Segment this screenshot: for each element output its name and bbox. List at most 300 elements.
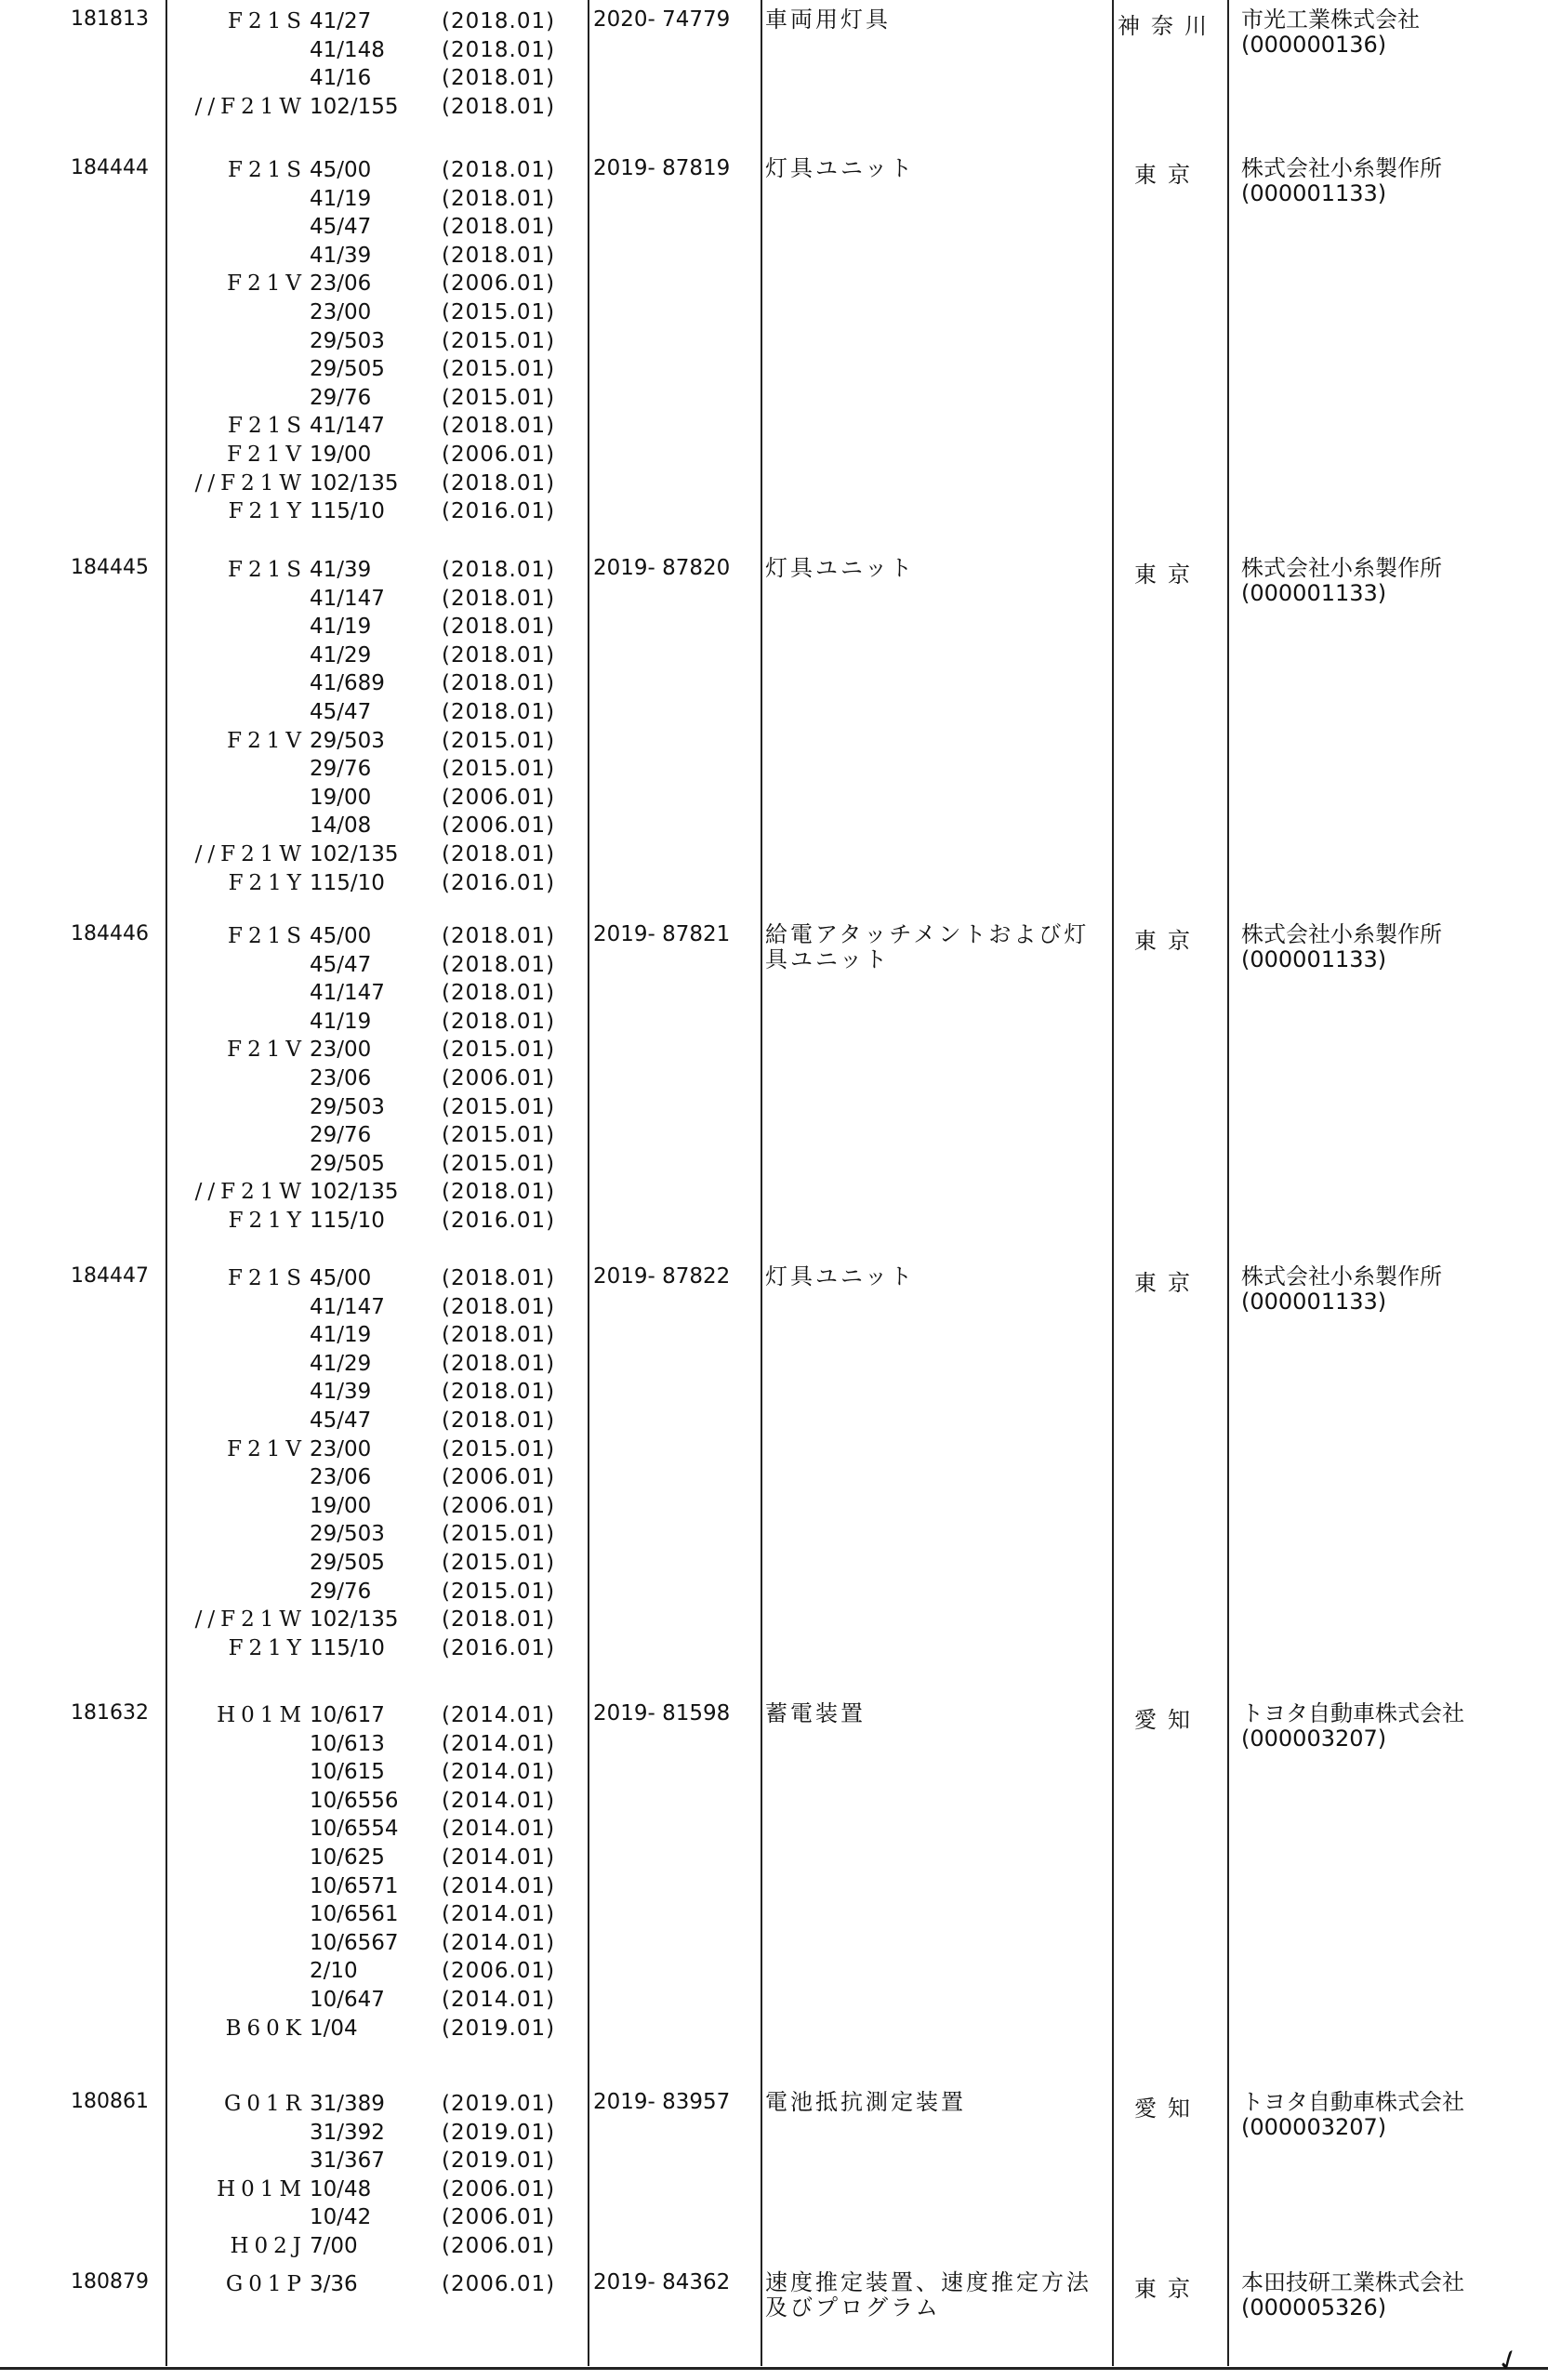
fi-classification-row <box>153 497 618 526</box>
fi-classification-row <box>153 36 618 65</box>
applicant-prefecture: 東京 <box>1134 1270 1201 1296</box>
fi-classification-row <box>153 1036 618 1064</box>
fi-edition: (2006.01) <box>442 442 556 467</box>
fi-edition: (2018.01) <box>442 1180 556 1205</box>
fi-classification-row <box>153 1008 618 1037</box>
fi-group-code: 1/04 <box>310 2016 358 2041</box>
fi-classification-row <box>153 1701 618 1730</box>
fi-classification-row <box>153 441 618 469</box>
fi-classification-row <box>153 1321 618 1350</box>
fi-edition: (2018.01) <box>442 215 556 240</box>
fi-edition: (2018.01) <box>442 586 556 611</box>
fi-group-code: 102/135 <box>310 1180 399 1205</box>
fi-edition: (2018.01) <box>442 186 556 211</box>
fi-edition: (2019.01) <box>442 2092 556 2116</box>
fi-classification-row <box>153 2119 618 2148</box>
fi-classification-row <box>153 641 618 670</box>
invention-title: 速度推定装置、速度推定方法及びプログラム <box>765 2269 1092 2320</box>
applicant-code: (000003207) <box>1241 1726 1387 1752</box>
fi-group-code: 41/19 <box>310 186 372 211</box>
application-number: 2019- 87821 <box>593 922 731 946</box>
fi-edition: (2018.01) <box>442 1266 556 1290</box>
applicant-name: 株式会社小糸製作所 <box>1241 155 1442 181</box>
fi-edition: (2015.01) <box>442 1151 556 1176</box>
fi-class-symbol: F21Y <box>228 1208 307 1233</box>
fi-classification-row <box>153 7 618 36</box>
fi-classification-row <box>153 384 618 413</box>
fi-classification-row <box>153 698 618 727</box>
fi-group-code: 45/00 <box>310 924 372 948</box>
applicant-name: 株式会社小糸製作所 <box>1241 921 1442 947</box>
fi-classification-row <box>153 64 618 93</box>
fi-edition: (2018.01) <box>442 952 556 977</box>
fi-classification-row <box>153 213 618 242</box>
fi-class-symbol: F21S <box>228 9 307 33</box>
fi-group-code: 41/689 <box>310 671 385 696</box>
fi-edition: (2018.01) <box>442 642 556 668</box>
fi-edition: (2014.01) <box>442 1930 556 1955</box>
fi-group-code: 10/613 <box>310 1731 385 1756</box>
fi-group-code: 10/6554 <box>310 1817 399 1842</box>
fi-group-code: 10/617 <box>310 1703 385 1727</box>
applicant-code: (000001133) <box>1241 180 1387 206</box>
fi-edition: (2016.01) <box>442 1635 556 1660</box>
fi-group-code: 23/06 <box>310 1065 372 1091</box>
fi-class-symbol: B60K <box>225 2016 307 2041</box>
registration-number: 180861 <box>71 2090 149 2113</box>
fi-group-code: 29/503 <box>310 1094 385 1119</box>
applicant-code: (000001133) <box>1241 1289 1387 1315</box>
fi-group-code: 10/647 <box>310 1987 385 2012</box>
fi-edition: (2015.01) <box>442 1038 556 1063</box>
fi-class-symbol: F21Y <box>228 499 307 524</box>
fi-group-code: 23/00 <box>310 299 372 324</box>
fi-classification-list <box>153 2090 618 2261</box>
applicant-name: 株式会社小糸製作所 <box>1241 555 1442 581</box>
fi-class-symbol: F21V <box>227 271 307 297</box>
fi-classification-row <box>153 2270 618 2299</box>
fi-class-symbol: F21S <box>228 414 307 439</box>
fi-edition: (2019.01) <box>442 2120 556 2145</box>
fi-group-code: 41/19 <box>310 1009 372 1034</box>
invention-title: 灯具ユニット <box>765 555 916 581</box>
fi-edition: (2018.01) <box>442 699 556 724</box>
fi-classification-row <box>153 1844 618 1872</box>
fi-classification-row <box>153 1378 618 1407</box>
fi-classification-row <box>153 1293 618 1322</box>
fi-classification-row <box>153 2015 618 2043</box>
fi-edition: (2018.01) <box>442 9 556 33</box>
fi-classification-row <box>153 1150 618 1179</box>
fi-group-code: 14/08 <box>310 813 372 839</box>
fi-classification-list <box>153 156 618 526</box>
fi-class-symbol: F21S <box>228 558 307 582</box>
fi-group-code: 41/148 <box>310 37 385 62</box>
registration-number: 181632 <box>71 1701 149 1725</box>
applicant-prefecture: 東京 <box>1134 562 1201 588</box>
fi-classification-row <box>153 1064 618 1093</box>
fi-group-code: 29/503 <box>310 728 385 753</box>
application-number: 2019- 83957 <box>593 2090 731 2114</box>
fi-edition: (2006.01) <box>442 2233 556 2258</box>
fi-edition: (2018.01) <box>442 1351 556 1376</box>
applicant-block <box>1241 2090 1539 2140</box>
fi-class-symbol: F21S <box>228 924 307 948</box>
applicant-code: (000001133) <box>1241 580 1387 606</box>
fi-class-symbol: //F21W <box>194 94 307 119</box>
fi-classification-row <box>153 556 618 585</box>
fi-group-code: 41/147 <box>310 1294 385 1319</box>
application-number: 2019- 84362 <box>593 2270 731 2294</box>
fi-class-symbol: //F21W <box>194 841 307 866</box>
column-rule-application <box>761 0 762 2366</box>
fi-edition: (2018.01) <box>442 1009 556 1034</box>
fi-classification-row <box>153 185 618 214</box>
fi-class-symbol: F21V <box>227 1436 307 1461</box>
fi-classification-row <box>153 613 618 641</box>
fi-group-code: 31/392 <box>310 2120 385 2145</box>
fi-edition: (2006.01) <box>442 271 556 297</box>
fi-group-code: 29/505 <box>310 1550 385 1575</box>
fi-group-code: 45/00 <box>310 1266 372 1290</box>
fi-group-code: 41/147 <box>310 414 385 439</box>
application-number: 2019- 87822 <box>593 1264 731 1289</box>
registration-number: 184446 <box>71 922 149 945</box>
fi-edition: (2006.01) <box>442 2205 556 2230</box>
fi-classification-list <box>153 922 618 1236</box>
fi-class-symbol: G01R <box>224 2092 307 2116</box>
fi-classification-row <box>153 1578 618 1606</box>
fi-edition: (2015.01) <box>442 1123 556 1148</box>
applicant-name: 本田技研工業株式会社 <box>1241 2269 1464 2295</box>
fi-group-code: 41/27 <box>310 9 372 33</box>
applicant-block <box>1241 2270 1539 2320</box>
fi-class-symbol: G01P <box>225 2272 307 2296</box>
fi-edition: (2016.01) <box>442 870 556 895</box>
applicant-prefecture: 東京 <box>1134 162 1201 188</box>
fi-classification-row <box>153 922 618 951</box>
fi-classification-row <box>153 1730 618 1759</box>
registration-number: 184445 <box>71 556 149 579</box>
applicant-name: 市光工業株式会社 <box>1241 7 1420 33</box>
fi-class-symbol: F21V <box>227 728 307 753</box>
fi-group-code: 41/19 <box>310 1323 372 1348</box>
registration-number: 184447 <box>71 1264 149 1288</box>
fi-classification-row <box>153 1758 618 1787</box>
fi-group-code: 41/39 <box>310 243 372 268</box>
applicant-block <box>1241 7 1539 58</box>
fi-classification-row <box>153 270 618 298</box>
fi-classification-row <box>153 1407 618 1435</box>
fi-group-code: 31/389 <box>310 2092 385 2116</box>
fi-group-code: 10/48 <box>310 2176 372 2202</box>
fi-group-code: 102/155 <box>310 94 399 119</box>
column-rule-title <box>1112 0 1114 2366</box>
fi-edition: (2006.01) <box>442 1465 556 1490</box>
fi-group-code: 41/16 <box>310 66 372 91</box>
applicant-prefecture: 東京 <box>1134 928 1201 954</box>
fi-class-symbol: //F21W <box>194 470 307 496</box>
fi-group-code: 10/625 <box>310 1844 385 1870</box>
fi-classification-row <box>153 951 618 980</box>
fi-group-code: 102/135 <box>310 470 399 496</box>
fi-classification-row <box>153 1350 618 1379</box>
fi-group-code: 29/505 <box>310 1151 385 1176</box>
fi-group-code: 115/10 <box>310 499 385 524</box>
fi-class-symbol: F21Y <box>228 1635 307 1660</box>
fi-group-code: 29/76 <box>310 1579 372 1604</box>
fi-edition: (2006.01) <box>442 1493 556 1518</box>
fi-classification-row <box>153 1787 618 1816</box>
fi-edition: (2015.01) <box>442 728 556 753</box>
fi-edition: (2015.01) <box>442 1522 556 1547</box>
invention-title: 蓄電装置 <box>765 1700 866 1726</box>
fi-classification-row <box>153 1207 618 1236</box>
fi-classification-row <box>153 156 618 185</box>
fi-edition: (2015.01) <box>442 299 556 324</box>
fi-classification-row <box>153 1957 618 1986</box>
application-number: 2020- 74779 <box>593 7 731 32</box>
fi-group-code: 45/47 <box>310 215 372 240</box>
fi-group-code: 102/135 <box>310 841 399 866</box>
fi-classification-row <box>153 585 618 614</box>
fi-edition: (2014.01) <box>442 1703 556 1727</box>
fi-classification-row <box>153 1492 618 1521</box>
fi-group-code: 29/503 <box>310 1522 385 1547</box>
fi-edition: (2018.01) <box>442 671 556 696</box>
fi-edition: (2018.01) <box>442 1294 556 1319</box>
fi-group-code: 41/39 <box>310 558 372 582</box>
fi-edition: (2019.01) <box>442 2016 556 2041</box>
fi-classification-row <box>153 1986 618 2015</box>
fi-edition: (2015.01) <box>442 385 556 410</box>
registration-number: 184444 <box>71 156 149 179</box>
applicant-prefecture: 愛知 <box>1134 1707 1201 1733</box>
fi-group-code: 23/00 <box>310 1436 372 1461</box>
fi-class-symbol: H01M <box>217 1703 307 1727</box>
fi-edition: (2015.01) <box>442 757 556 782</box>
applicant-prefecture: 東京 <box>1134 2276 1201 2302</box>
fi-class-symbol: //F21W <box>194 1607 307 1633</box>
fi-classification-row <box>153 93 618 122</box>
application-number: 2019- 81598 <box>593 1701 731 1726</box>
fi-group-code: 41/19 <box>310 615 372 640</box>
fi-group-code: 23/06 <box>310 271 372 297</box>
fi-classification-row <box>153 298 618 327</box>
fi-group-code: 19/00 <box>310 1493 372 1518</box>
fi-edition: (2016.01) <box>442 499 556 524</box>
fi-group-code: 10/6556 <box>310 1788 399 1813</box>
fi-classification-row <box>153 1815 618 1844</box>
invention-title: 給電アタッチメントおよび灯具ユニット <box>765 921 1090 972</box>
fi-group-code: 115/10 <box>310 1208 385 1233</box>
fi-group-code: 115/10 <box>310 870 385 895</box>
fi-group-code: 29/76 <box>310 1123 372 1148</box>
fi-group-code: 23/00 <box>310 1038 372 1063</box>
fi-edition: (2018.01) <box>442 1607 556 1633</box>
fi-edition: (2018.01) <box>442 924 556 948</box>
fi-edition: (2018.01) <box>442 414 556 439</box>
fi-edition: (2014.01) <box>442 1788 556 1813</box>
invention-title: 電池抵抗測定装置 <box>765 2089 966 2115</box>
fi-class-symbol: F21Y <box>228 870 307 895</box>
fi-edition: (2018.01) <box>442 1408 556 1433</box>
fi-group-code: 3/36 <box>310 2272 358 2296</box>
fi-classification-list <box>153 556 618 897</box>
fi-classification-row <box>153 1463 618 1492</box>
fi-classification-row <box>153 1520 618 1549</box>
application-number: 2019- 87820 <box>593 556 731 580</box>
fi-classification-row <box>153 242 618 271</box>
fi-classification-row <box>153 1872 618 1901</box>
fi-classification-row <box>153 2090 618 2119</box>
fi-classification-row <box>153 669 618 698</box>
fi-edition: (2006.01) <box>442 785 556 810</box>
fi-class-symbol: F21S <box>228 158 307 182</box>
fi-classification-row <box>153 2147 618 2175</box>
fi-classification-row <box>153 469 618 498</box>
applicant-code: (000003207) <box>1241 2114 1387 2140</box>
fi-group-code: 45/47 <box>310 699 372 724</box>
fi-edition: (2015.01) <box>442 1579 556 1604</box>
fi-classification-row <box>153 1634 618 1663</box>
fi-edition: (2014.01) <box>442 1844 556 1870</box>
fi-classification-row <box>153 1178 618 1207</box>
fi-edition: (2018.01) <box>442 158 556 182</box>
fi-edition: (2014.01) <box>442 1873 556 1898</box>
fi-classification-row <box>153 327 618 356</box>
fi-classification-row <box>153 755 618 784</box>
fi-group-code: 29/503 <box>310 328 385 353</box>
fi-group-code: 45/47 <box>310 952 372 977</box>
fi-class-symbol: F21V <box>227 442 307 467</box>
fi-classification-row <box>153 1549 618 1578</box>
fi-group-code: 45/00 <box>310 158 372 182</box>
fi-group-code: 10/6567 <box>310 1930 399 1955</box>
fi-classification-row <box>153 1093 618 1122</box>
fi-class-symbol: H02J <box>230 2233 307 2258</box>
fi-classification-row <box>153 812 618 840</box>
applicant-code: (000000136) <box>1241 32 1387 58</box>
fi-classification-list <box>153 1701 618 2043</box>
fi-edition: (2006.01) <box>442 2176 556 2202</box>
fi-group-code: 19/00 <box>310 785 372 810</box>
fi-classification-row <box>153 784 618 813</box>
fi-group-code: 10/42 <box>310 2205 372 2230</box>
fi-edition: (2019.01) <box>442 2149 556 2174</box>
fi-edition: (2006.01) <box>442 2272 556 2296</box>
fi-classification-list <box>153 7 618 121</box>
fi-group-code: 102/135 <box>310 1607 399 1633</box>
fi-edition: (2016.01) <box>442 1208 556 1233</box>
fi-edition: (2014.01) <box>442 1987 556 2012</box>
fi-group-code: 41/39 <box>310 1380 372 1405</box>
fi-classification-row <box>153 1929 618 1958</box>
application-number: 2019- 87819 <box>593 156 731 180</box>
fi-group-code: 29/76 <box>310 757 372 782</box>
fi-classification-row <box>153 355 618 384</box>
fi-group-code: 41/147 <box>310 586 385 611</box>
fi-edition: (2006.01) <box>442 813 556 839</box>
fi-edition: (2018.01) <box>442 243 556 268</box>
fi-edition: (2018.01) <box>442 470 556 496</box>
pen-mark-icon: ✓ <box>1491 2341 1526 2380</box>
fi-class-symbol: F21V <box>227 1038 307 1063</box>
fi-group-code: 29/76 <box>310 385 372 410</box>
applicant-block <box>1241 556 1539 606</box>
applicant-block <box>1241 1264 1539 1315</box>
fi-edition: (2014.01) <box>442 1902 556 1927</box>
registration-number: 180879 <box>71 2270 149 2294</box>
registration-number: 181813 <box>71 7 149 31</box>
fi-group-code: 10/615 <box>310 1760 385 1785</box>
fi-edition: (2006.01) <box>442 1959 556 1984</box>
fi-classification-row <box>153 2203 618 2232</box>
fi-edition: (2018.01) <box>442 94 556 119</box>
fi-classification-row <box>153 1264 618 1293</box>
applicant-code: (000001133) <box>1241 946 1387 972</box>
fi-group-code: 115/10 <box>310 1635 385 1660</box>
fi-classification-row <box>153 1121 618 1150</box>
fi-classification-row <box>153 2175 618 2204</box>
fi-edition: (2015.01) <box>442 328 556 353</box>
fi-group-code: 29/505 <box>310 357 385 382</box>
fi-class-symbol: //F21W <box>194 1180 307 1205</box>
fi-edition: (2006.01) <box>442 1065 556 1091</box>
applicant-block <box>1241 156 1539 206</box>
fi-edition: (2015.01) <box>442 1550 556 1575</box>
fi-group-code: 41/29 <box>310 642 372 668</box>
fi-edition: (2018.01) <box>442 558 556 582</box>
fi-edition: (2014.01) <box>442 1760 556 1785</box>
fi-group-code: 41/147 <box>310 981 385 1006</box>
applicant-name: トヨタ自動車株式会社 <box>1241 2089 1464 2115</box>
bottom-rule <box>0 2367 1548 2370</box>
fi-edition: (2014.01) <box>442 1817 556 1842</box>
invention-title: 灯具ユニット <box>765 155 916 181</box>
fi-edition: (2018.01) <box>442 841 556 866</box>
fi-class-symbol: H01M <box>217 2176 307 2202</box>
fi-classification-row <box>153 869 618 898</box>
applicant-code: (000005326) <box>1241 2294 1387 2320</box>
fi-group-code: 10/6561 <box>310 1902 399 1927</box>
fi-group-code: 10/6571 <box>310 1873 399 1898</box>
fi-edition: (2018.01) <box>442 981 556 1006</box>
applicant-block <box>1241 922 1539 972</box>
fi-classification-row <box>153 412 618 441</box>
fi-classification-row <box>153 1435 618 1464</box>
fi-edition: (2018.01) <box>442 37 556 62</box>
fi-classification-row <box>153 1900 618 1929</box>
fi-edition: (2015.01) <box>442 1436 556 1461</box>
applicant-prefecture: 神奈川 <box>1118 13 1218 39</box>
fi-classification-row <box>153 979 618 1008</box>
fi-edition: (2015.01) <box>442 357 556 382</box>
applicant-block <box>1241 1701 1539 1752</box>
fi-classification-row <box>153 2232 618 2261</box>
fi-group-code: 45/47 <box>310 1408 372 1433</box>
fi-group-code: 31/367 <box>310 2149 385 2174</box>
fi-class-symbol: F21S <box>228 1266 307 1290</box>
fi-group-code: 19/00 <box>310 442 372 467</box>
fi-group-code: 41/29 <box>310 1351 372 1376</box>
fi-edition: (2018.01) <box>442 615 556 640</box>
column-rule-prefecture <box>1227 0 1229 2366</box>
applicant-name: 株式会社小糸製作所 <box>1241 1263 1442 1289</box>
fi-classification-row <box>153 727 618 756</box>
fi-classification-list <box>153 1264 618 1662</box>
fi-edition: (2018.01) <box>442 66 556 91</box>
